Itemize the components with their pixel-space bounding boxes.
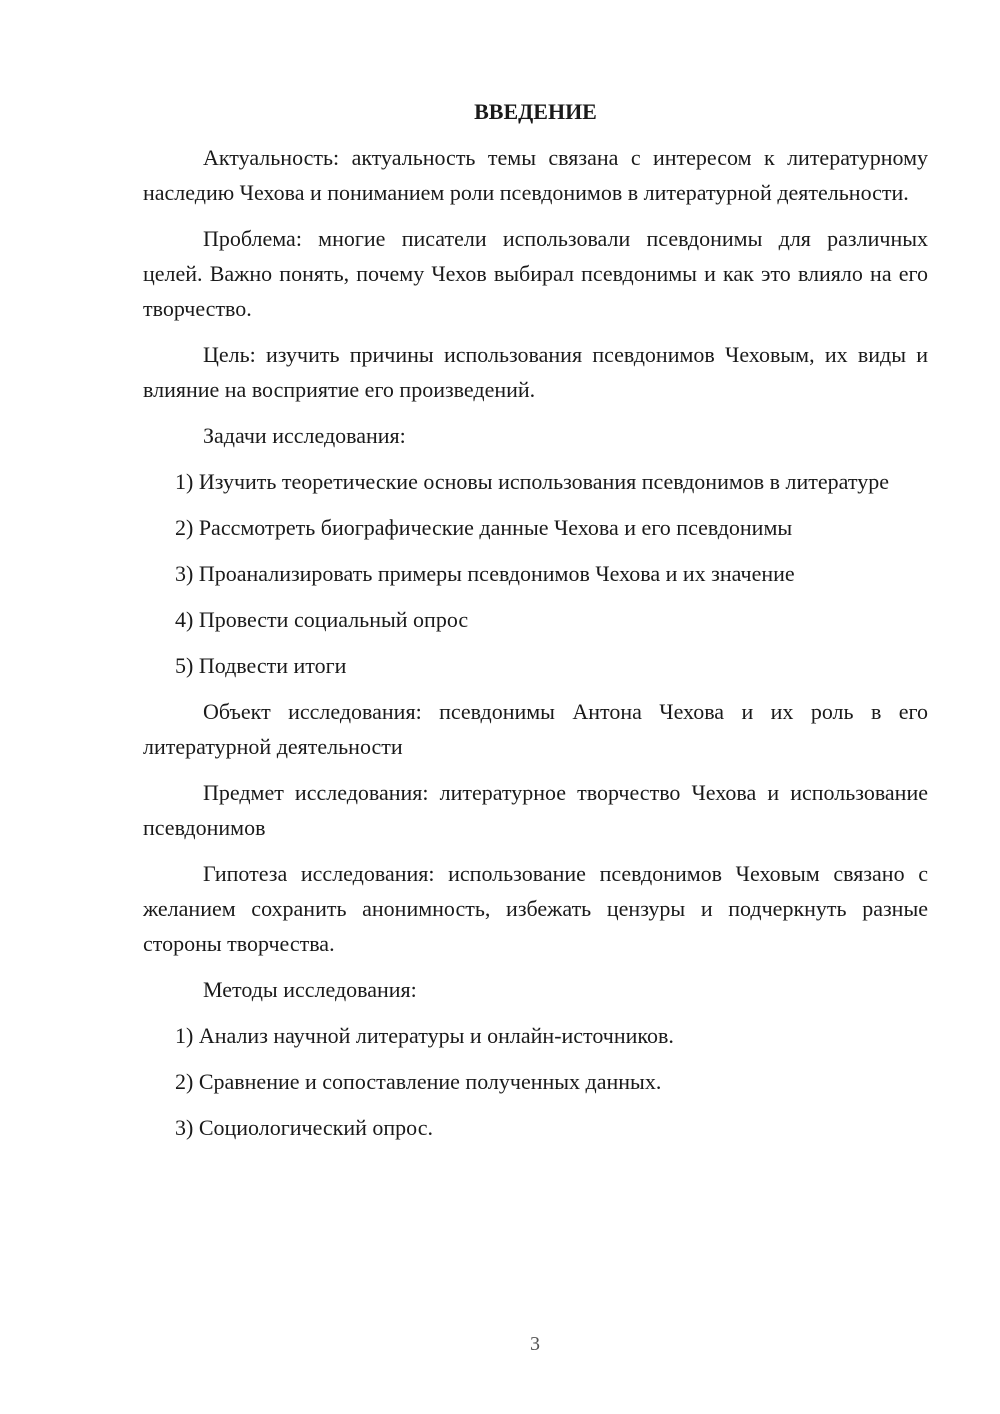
- subject-paragraph: Предмет исследования: литературное творчество Чехова и использование псевдонимов: [143, 780, 928, 840]
- task-item: 2) Рассмотреть биографические данные Чехова и его псевдонимы: [175, 515, 793, 540]
- goal-paragraph: Цель: изучить причины использования псевдонимов Чеховым, их виды и влияние на восприятие его произведений.: [143, 342, 928, 402]
- method-item: 1) Анализ научной литературы и онлайн-источников.: [175, 1023, 674, 1048]
- page-number: 3: [530, 1333, 540, 1355]
- task-item: 4) Провести социальный опрос: [175, 607, 469, 632]
- object-paragraph: Объект исследования: псевдонимы Антона Чехова и их роль в его литературной деятельности: [143, 699, 928, 759]
- method-item: 3) Социологический опрос.: [175, 1115, 433, 1140]
- relevance-paragraph: Актуальность: актуальность темы связана с интересом к литературному наследию Чехова и пониманием роли псевдонимов в литературной деятельности.: [143, 145, 928, 205]
- task-item: 3) Проанализировать примеры псевдонимов Чехова и их значение: [175, 561, 795, 586]
- task-item: 5) Подвести итоги: [175, 653, 347, 678]
- task-item: 1) Изучить теоретические основы использования псевдонимов в литературе: [175, 469, 889, 494]
- method-item: 2) Сравнение и сопоставление полученных данных.: [175, 1069, 662, 1094]
- page-content: [143, 94, 928, 1156]
- hypothesis-paragraph: Гипотеза исследования: использование псевдонимов Чеховым связано с желанием сохранить анонимность, избежать цензуры и подчеркнуть разные стороны творчества.: [143, 861, 928, 956]
- section-title: ВВЕДЕНИЕ: [474, 99, 597, 124]
- tasks-heading: Задачи исследования:: [203, 423, 406, 448]
- methods-heading: Методы исследования:: [203, 977, 417, 1002]
- problem-paragraph: Проблема: многие писатели использовали псевдонимы для различных целей. Важно понять, почему Чехов выбирал псевдонимы и как это влияло на его творчество.: [143, 226, 928, 321]
